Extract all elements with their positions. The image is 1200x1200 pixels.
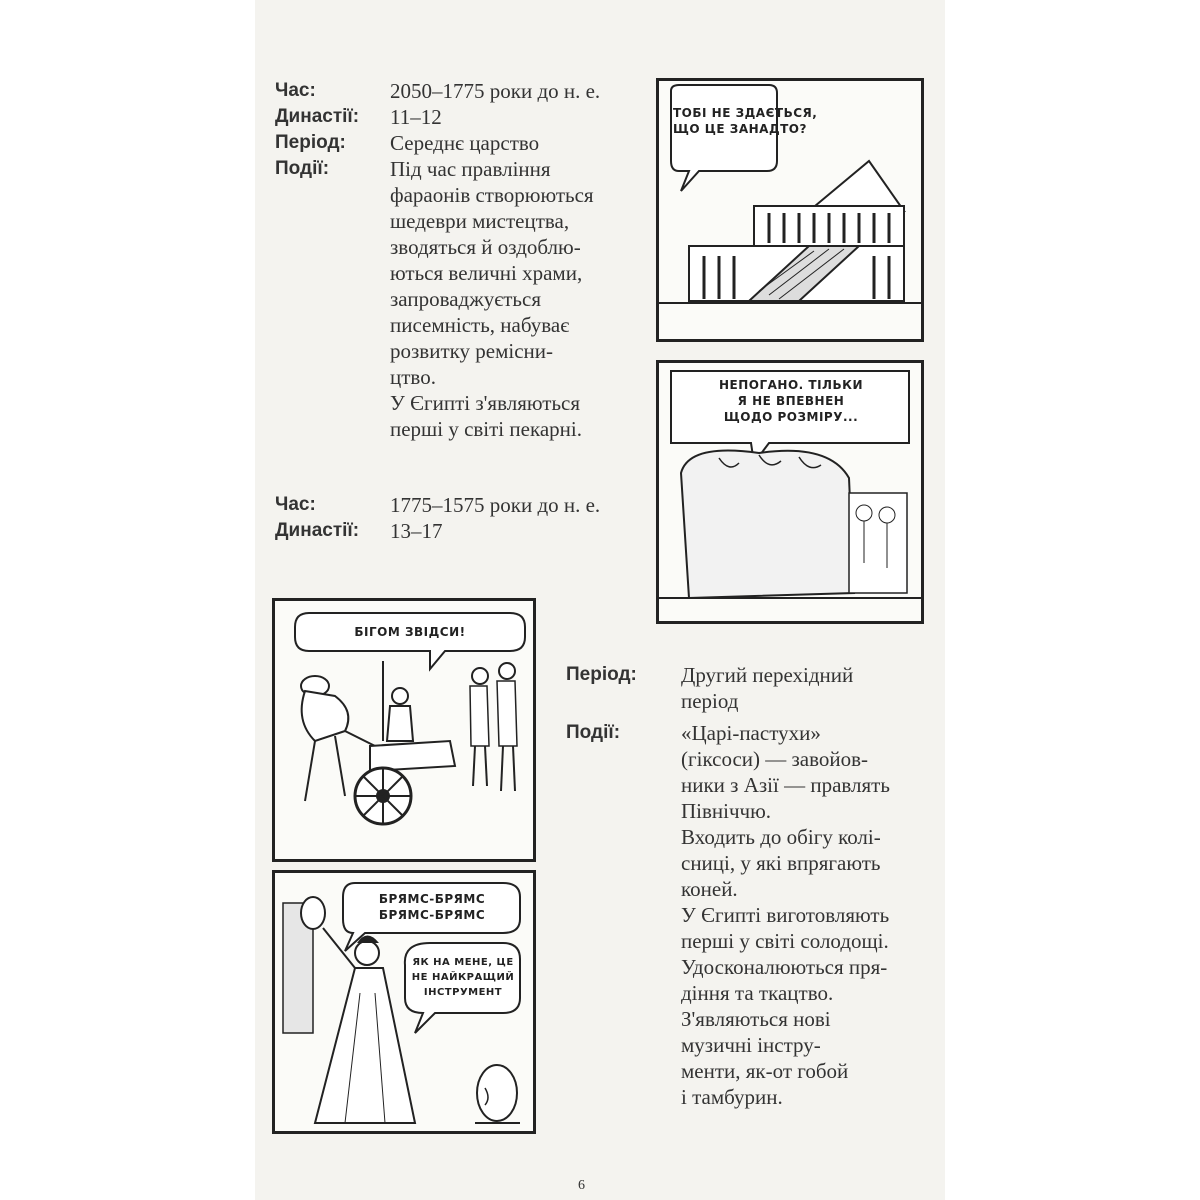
period-line: період: [681, 689, 739, 713]
period-text: [681, 662, 853, 714]
dynasty-label: Династії:: [275, 106, 360, 127]
time-value: 1775–1575 роки до н. е.: [390, 493, 601, 517]
events-line: і тамбурин.: [681, 1085, 783, 1109]
events-line: ються величні храми,: [390, 261, 583, 285]
section-second-intermediate: [566, 662, 936, 1110]
speech-bubble-text-top: БРЯМС-БРЯМС БРЯМС-БРЯМС: [378, 892, 486, 922]
events-line: менти, як-от гобой: [681, 1059, 849, 1083]
events-line: зводяться й оздоблю-: [390, 235, 581, 259]
events-label: Події:: [275, 158, 330, 179]
events-text: [390, 156, 594, 442]
events-line: сниці, у які впрягають: [681, 851, 881, 875]
time-label: Час:: [275, 80, 316, 101]
events-line: музичні інстру-: [681, 1033, 821, 1057]
comic-panel-temple: [656, 78, 924, 342]
events-line: шедеври мистецтва,: [390, 209, 570, 233]
events-line: ники з Азії — правлять: [681, 773, 890, 797]
speech-bubble-text: НЕПОГАНО. ТІЛЬКИ Я НЕ ВПЕВНЕН ЩОДО РОЗМІРУ...: [718, 378, 863, 424]
events-line: У Єгипті з'являються: [390, 391, 580, 415]
speech-bubble-text: ТОБІ НЕ ЗДАЄТЬСЯ, ЩО ЦЕ ЗАНАДТО?: [673, 106, 818, 136]
speech-bubble-text: БІГОМ ЗВІДСИ!: [354, 625, 466, 639]
period-label: Період:: [566, 664, 637, 685]
comic-panel-bread: [656, 360, 924, 624]
events-line: перші у світі пекарні.: [390, 417, 582, 441]
events-line: Під час правління: [390, 157, 551, 181]
events-line: (гіксоси) — завойов-: [681, 747, 869, 771]
page-number: 6: [578, 1178, 585, 1193]
events-line: У Єгипті виготовляють: [681, 903, 890, 927]
events-line: фараонів створюються: [390, 183, 594, 207]
comic-panel-tambourine: [272, 870, 536, 1134]
period-label: Період:: [275, 132, 346, 153]
section-middle-kingdom: [275, 78, 645, 442]
events-line: перші у світі солодощі.: [681, 929, 889, 953]
events-line: «Царі-пастухи»: [681, 721, 821, 745]
speech-bubble-text-bottom: ЯК НА МЕНЕ, ЦЕ НЕ НАЙКРАЩИЙ ІНСТРУМЕНТ: [411, 957, 515, 998]
period-value: Середнє царство: [390, 131, 540, 155]
time-label: Час:: [275, 494, 316, 515]
events-line: писемність, набуває: [390, 313, 570, 337]
events-line: розвитку ремісни-: [390, 339, 554, 363]
events-line: діння та ткацтво.: [681, 981, 834, 1005]
dynasty-value: 13–17: [390, 519, 443, 543]
events-line: коней.: [681, 877, 738, 901]
period-line: Другий перехідний: [681, 663, 854, 687]
events-text: [681, 720, 890, 1110]
time-value: 2050–1775 роки до н. е.: [390, 79, 601, 103]
section-dynasties-13-17: [275, 492, 645, 544]
events-line: запроваджується: [390, 287, 541, 311]
comic-panel-chariot: [272, 598, 536, 862]
events-label: Події:: [566, 722, 621, 743]
events-line: Входить до обігу колі-: [681, 825, 881, 849]
dynasty-value: 11–12: [390, 105, 442, 129]
events-line: цтво.: [390, 365, 436, 389]
events-line: Удосконалюються пря-: [681, 955, 888, 979]
events-line: Північчю.: [681, 799, 772, 823]
dynasty-label: Династії:: [275, 520, 360, 541]
events-line: З'являються нові: [681, 1007, 831, 1031]
